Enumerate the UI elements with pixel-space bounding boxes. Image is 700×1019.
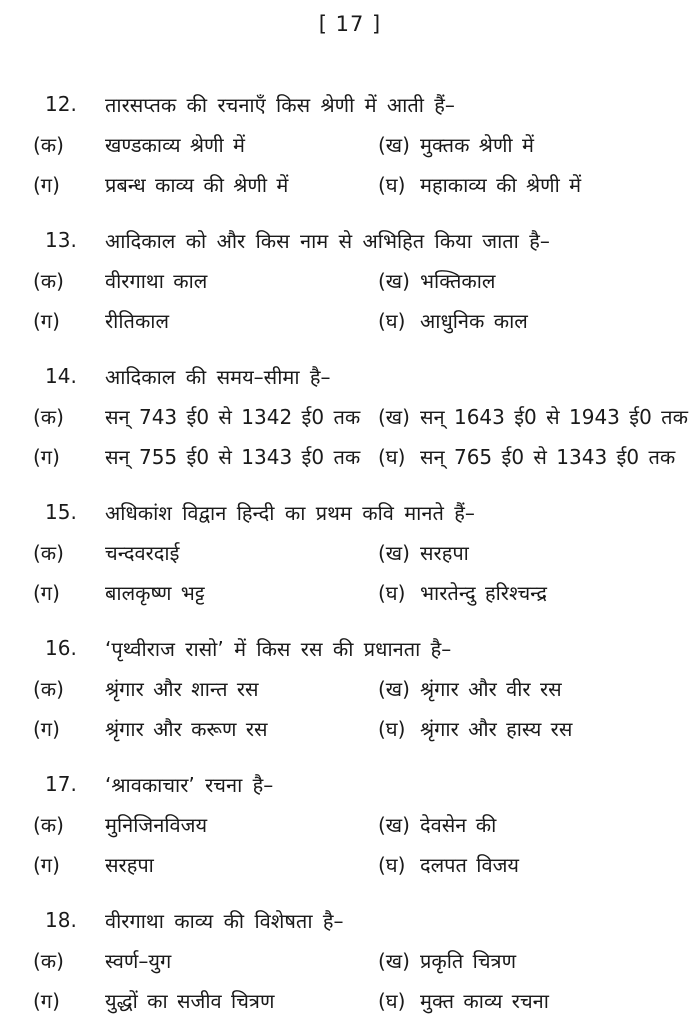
option-gha — [378, 980, 696, 1019]
option-text: देवसेन की — [420, 812, 497, 837]
option-ga — [33, 300, 378, 340]
option-marker: (ग) — [33, 172, 60, 197]
option-gha — [378, 572, 696, 612]
option-text: श्रृंगार और वीर रस — [420, 676, 562, 701]
option-marker: (घ) — [378, 444, 406, 469]
option-text: वीरगाथा काल — [105, 268, 208, 293]
option-ka — [33, 532, 378, 572]
question-line — [33, 220, 696, 260]
option-kha — [378, 940, 696, 980]
option-text: सरहपा — [105, 852, 154, 877]
question-line — [33, 356, 696, 396]
question-line — [33, 492, 696, 532]
question-line — [33, 84, 696, 124]
option-ga — [33, 572, 378, 612]
option-ka — [33, 124, 378, 164]
options-grid — [33, 124, 696, 204]
question-text: ‘पृथ्वीराज रासो’ में किस रस की प्रधानता है– — [105, 636, 452, 661]
options-grid — [33, 804, 696, 884]
question-text: आदिकाल को और किस नाम से अभिहित किया जाता है– — [105, 228, 550, 253]
option-marker: (ग) — [33, 716, 60, 741]
question-line — [33, 900, 696, 940]
option-kha — [378, 532, 696, 572]
question-text: तारसप्तक की रचनाएँ किस श्रेणी में आती हैं– — [105, 92, 455, 117]
question-block — [33, 84, 696, 204]
option-text: खण्डकाव्य श्रेणी में — [105, 132, 246, 157]
option-marker: (क) — [33, 540, 64, 565]
option-text: युद्धों का सजीव चित्रण — [105, 988, 275, 1013]
option-ka — [33, 668, 378, 708]
option-text: प्रबन्ध काव्य की श्रेणी में — [105, 172, 289, 197]
option-marker: (क) — [33, 812, 64, 837]
options-grid — [33, 396, 696, 476]
question-text: ‘श्रावकाचार’ रचना है– — [105, 772, 274, 797]
option-kha — [378, 804, 696, 844]
option-marker: (ख) — [378, 404, 410, 429]
option-gha — [378, 708, 696, 748]
option-ka — [33, 396, 378, 436]
option-ka — [33, 260, 378, 300]
option-marker: (घ) — [378, 172, 406, 197]
option-text: प्रकृति चित्रण — [420, 948, 517, 973]
option-marker: (ग) — [33, 308, 60, 333]
question-block — [33, 356, 696, 476]
option-ga — [33, 708, 378, 748]
question-number: 12. — [45, 92, 77, 116]
option-gha — [378, 164, 696, 204]
option-text: सन् 1643 ई0 से 1943 ई0 तक — [420, 404, 688, 429]
option-marker: (ख) — [378, 812, 410, 837]
option-kha — [378, 124, 696, 164]
questions-list — [0, 84, 700, 1019]
option-kha — [378, 260, 696, 300]
option-text: श्रृंगार और हास्य रस — [420, 716, 573, 741]
option-text: चन्दवरदाई — [105, 540, 180, 565]
question-line — [33, 628, 696, 668]
option-marker: (घ) — [378, 580, 406, 605]
option-marker: (ग) — [33, 988, 60, 1013]
option-text: सन् 755 ई0 से 1343 ई0 तक — [105, 444, 361, 469]
options-grid — [33, 260, 696, 340]
option-kha — [378, 668, 696, 708]
option-marker: (ख) — [378, 540, 410, 565]
question-block — [33, 628, 696, 748]
question-block — [33, 764, 696, 884]
option-text: मुनिजिनविजय — [105, 812, 208, 837]
question-number: 16. — [45, 636, 77, 660]
option-ka — [33, 804, 378, 844]
option-marker: (क) — [33, 404, 64, 429]
question-text: अधिकांश विद्वान हिन्दी का प्रथम कवि मानते हैं– — [105, 500, 475, 525]
option-text: मुक्त काव्य रचना — [420, 988, 549, 1013]
options-grid — [33, 532, 696, 612]
option-marker: (क) — [33, 676, 64, 701]
option-text: रीतिकाल — [105, 308, 170, 333]
option-gha — [378, 844, 696, 884]
question-number: 17. — [45, 772, 77, 796]
option-marker: (ग) — [33, 852, 60, 877]
option-text: बालकृष्ण भट्ट — [105, 580, 205, 605]
question-number: 18. — [45, 908, 77, 932]
question-block — [33, 220, 696, 340]
options-grid — [33, 668, 696, 748]
option-ga — [33, 164, 378, 204]
question-text: आदिकाल की समय–सीमा है– — [105, 364, 331, 389]
options-grid — [33, 940, 696, 1019]
option-ka — [33, 940, 378, 980]
question-text: वीरगाथा काव्य की विशेषता है– — [105, 908, 344, 933]
option-text: आधुनिक काल — [420, 308, 528, 333]
option-marker: (ख) — [378, 676, 410, 701]
option-kha — [378, 396, 696, 436]
option-marker: (ख) — [378, 948, 410, 973]
option-marker: (क) — [33, 948, 64, 973]
option-gha — [378, 300, 696, 340]
option-gha — [378, 436, 696, 476]
option-marker: (घ) — [378, 852, 406, 877]
question-number: 14. — [45, 364, 77, 388]
option-text: महाकाव्य की श्रेणी में — [420, 172, 582, 197]
option-marker: (घ) — [378, 988, 406, 1013]
option-text: मुक्तक श्रेणी में — [420, 132, 534, 157]
question-block — [33, 492, 696, 612]
option-text: सरहपा — [420, 540, 469, 565]
option-marker: (क) — [33, 268, 64, 293]
option-marker: (क) — [33, 132, 64, 157]
page-number-header: [ 17 ] — [318, 12, 382, 36]
question-number: 13. — [45, 228, 77, 252]
question-block — [33, 900, 696, 1019]
option-text: श्रृंगार और शान्त रस — [105, 676, 259, 701]
question-number: 15. — [45, 500, 77, 524]
option-marker: (घ) — [378, 716, 406, 741]
option-text: सन् 743 ई0 से 1342 ई0 तक — [105, 404, 361, 429]
option-text: श्रृंगार और करूण रस — [105, 716, 268, 741]
question-line — [33, 764, 696, 804]
option-marker: (ख) — [378, 268, 410, 293]
option-marker: (घ) — [378, 308, 406, 333]
option-marker: (ग) — [33, 580, 60, 605]
option-ga — [33, 980, 378, 1019]
option-ga — [33, 844, 378, 884]
option-text: सन् 765 ई0 से 1343 ई0 तक — [420, 444, 676, 469]
option-text: भारतेन्दु हरिश्चन्द्र — [420, 580, 547, 605]
option-text: दलपत विजय — [420, 852, 520, 877]
option-marker: (ख) — [378, 132, 410, 157]
option-marker: (ग) — [33, 444, 60, 469]
option-ga — [33, 436, 378, 476]
option-text: भक्तिकाल — [420, 268, 496, 293]
option-text: स्वर्ण–युग — [105, 948, 172, 973]
